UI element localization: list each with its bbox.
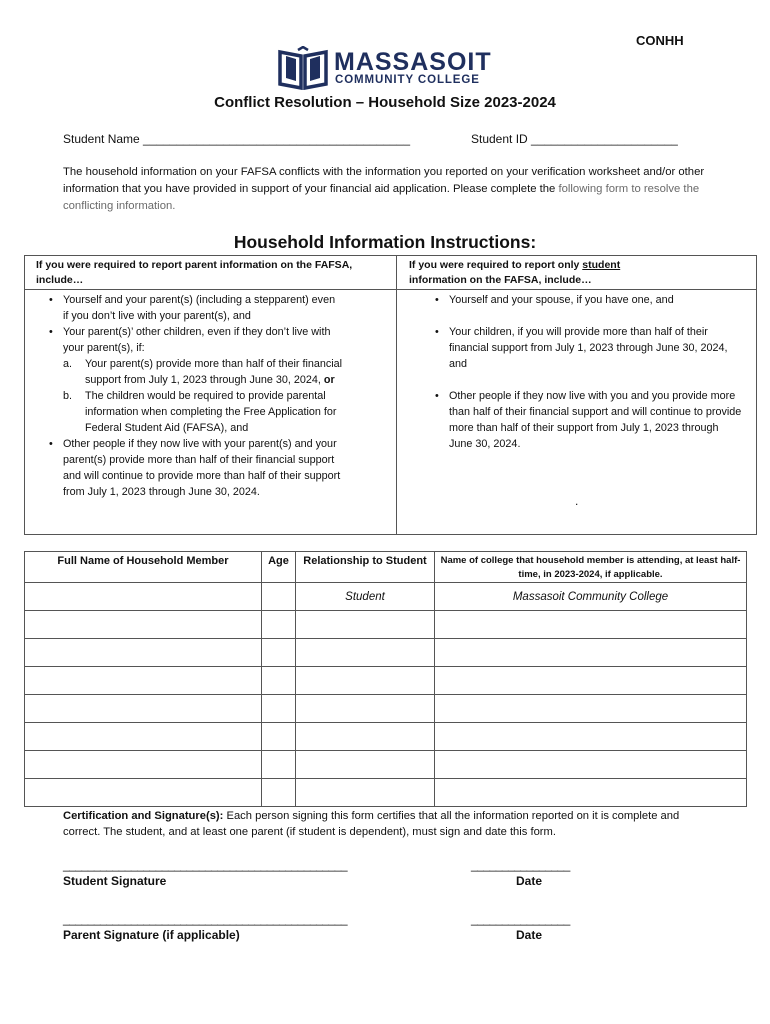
cell-college[interactable] [435, 611, 747, 639]
student-signature-label: Student Signature [63, 874, 167, 888]
cell-college[interactable] [435, 723, 747, 751]
table-row [25, 639, 747, 667]
cell-age[interactable] [262, 723, 296, 751]
parent-column-heading [36, 258, 386, 288]
sub-item-text: Your parent(s) provide more than half of their financial support from July 1, 2023 through June 30, 2024, [85, 358, 343, 386]
list-item: • Other people if they now live with you and you provide more than half of their financial support and will continue to provide more than half of their support from July 1, 2023 through June 30, 2024. [449, 388, 744, 452]
cell-relationship[interactable] [296, 695, 435, 723]
cell-college[interactable] [435, 779, 747, 807]
cell-age[interactable] [262, 639, 296, 667]
cell-college[interactable] [435, 751, 747, 779]
list-item: • Your children, if you will provide more than half of their financial support from July 1, 2023 through June 30, 2024, and [449, 324, 744, 372]
cell-age[interactable] [262, 779, 296, 807]
cell-relationship[interactable] [296, 639, 435, 667]
cell-age[interactable] [262, 695, 296, 723]
sub-list-item [63, 356, 343, 388]
table-header-row [25, 552, 747, 583]
col-header-age: Age [262, 552, 296, 583]
cell-college[interactable] [435, 695, 747, 723]
instructions-box [24, 255, 757, 535]
cell-age[interactable] [262, 667, 296, 695]
student-id-field[interactable]: Student ID ______________________ [471, 132, 678, 146]
cell-name[interactable] [25, 639, 262, 667]
cell-relationship[interactable] [296, 723, 435, 751]
section-title: Household Information Instructions: [233, 232, 537, 252]
list-item: • Yourself and your spouse, if you have one, and [449, 292, 744, 308]
cell-age[interactable] [262, 611, 296, 639]
student-heading-underline: student [582, 259, 621, 271]
parent-column [43, 292, 343, 500]
form-title: Conflict Resolution – Household Size 2023-2024 [214, 94, 556, 111]
cell-age[interactable] [262, 583, 296, 611]
student-heading-line1 [409, 258, 749, 273]
sub-item-label: b. [63, 390, 73, 402]
cell-college[interactable] [435, 639, 747, 667]
sub-list-item [63, 388, 343, 436]
table-row [25, 667, 747, 695]
intro-text: The household information on your FAFSA conflicts with the information you reported on your verification worksheet and/or other information that you have provided in support of your financial aid application. Please complete the [63, 166, 705, 195]
student-heading-pre: If you were required to report only [409, 259, 580, 271]
open-book-icon [276, 46, 330, 90]
certification-label: Certification and Signature(s): [63, 810, 224, 822]
list-item: • Other people if they now live with your parent(s) and your parent(s) provide more than half of their financial support and will continue to provide more than half of their support from July 1, 2023 through June 30, 2024. [63, 436, 343, 500]
student-column [429, 292, 744, 452]
col-header-relationship: Relationship to Student [296, 552, 435, 583]
sub-item-label: a. [63, 358, 73, 370]
cell-name[interactable] [25, 667, 262, 695]
cell-name[interactable] [25, 779, 262, 807]
cell-college[interactable]: Massasoit Community College [435, 583, 747, 611]
cell-name[interactable] [25, 751, 262, 779]
parent-date-line[interactable]: ________________ [471, 912, 570, 926]
table-row [25, 779, 747, 807]
col-header-college: Name of college that household member is attending, at least half-time, in 2023-2024, if applicable. [435, 552, 747, 583]
certification-text: Each person signing this form certifies that all the information reported on it is complete and correct. The student, and at least one parent (if student is dependent), must sign and date this form. [63, 810, 680, 838]
column-divider [396, 256, 397, 534]
student-date-line[interactable]: ________________ [471, 858, 570, 872]
cell-relationship[interactable]: Student [296, 583, 435, 611]
cell-age[interactable] [262, 751, 296, 779]
sub-item-bold: or [323, 374, 335, 386]
list-item-text: Your parent(s)’ other children, even if they don’t live with your parent(s), if: [63, 326, 331, 354]
student-column-heading [409, 258, 749, 288]
parent-signature-label: Parent Signature (if applicable) [63, 928, 240, 942]
form-code: CONHH [636, 33, 684, 48]
list-item [63, 324, 343, 436]
cell-name[interactable] [25, 611, 262, 639]
cell-college[interactable] [435, 667, 747, 695]
sub-item-text: The children would be required to provide parental information when completing the Free Application for Federal Student Aid (FAFSA), and [85, 390, 337, 434]
cell-relationship[interactable] [296, 611, 435, 639]
table-row [25, 751, 747, 779]
cell-name[interactable] [25, 695, 262, 723]
cell-name[interactable] [25, 583, 262, 611]
student-name-field[interactable]: Student Name ________________________________________ [63, 132, 410, 146]
intro-text-faded: following form to resolve the conflicting information. [63, 183, 700, 212]
student-heading-line2: information on the FAFSA, include… [409, 274, 592, 286]
intro-paragraph [63, 164, 713, 215]
logo-name: MASSASOIT [334, 48, 492, 76]
cell-relationship[interactable] [296, 779, 435, 807]
parent-signature-line[interactable]: ______________________________________________ [63, 912, 347, 926]
table-row [25, 723, 747, 751]
cell-relationship[interactable] [296, 667, 435, 695]
table-row [25, 583, 747, 611]
col-header-name: Full Name of Household Member [25, 552, 262, 583]
cell-relationship[interactable] [296, 751, 435, 779]
table-row [25, 611, 747, 639]
list-item: • Yourself and your parent(s) (including a stepparent) even if you don’t live with your parent(s), and [63, 292, 343, 324]
student-date-label: Date [516, 874, 543, 888]
certification-paragraph [63, 808, 713, 840]
parent-date-label: Date [516, 928, 543, 942]
student-signature-line[interactable]: ______________________________________________ [63, 858, 347, 872]
trailing-dot: . [575, 494, 579, 508]
header-divider [25, 289, 756, 290]
logo-subtitle: COMMUNITY COLLEGE [335, 74, 480, 86]
parent-heading-line2: include… [36, 274, 84, 286]
parent-heading-line1: If you were required to report parent information on the FAFSA, [36, 259, 353, 271]
cell-name[interactable] [25, 723, 262, 751]
table-row [25, 695, 747, 723]
college-logo [276, 44, 496, 90]
household-table [24, 551, 747, 807]
